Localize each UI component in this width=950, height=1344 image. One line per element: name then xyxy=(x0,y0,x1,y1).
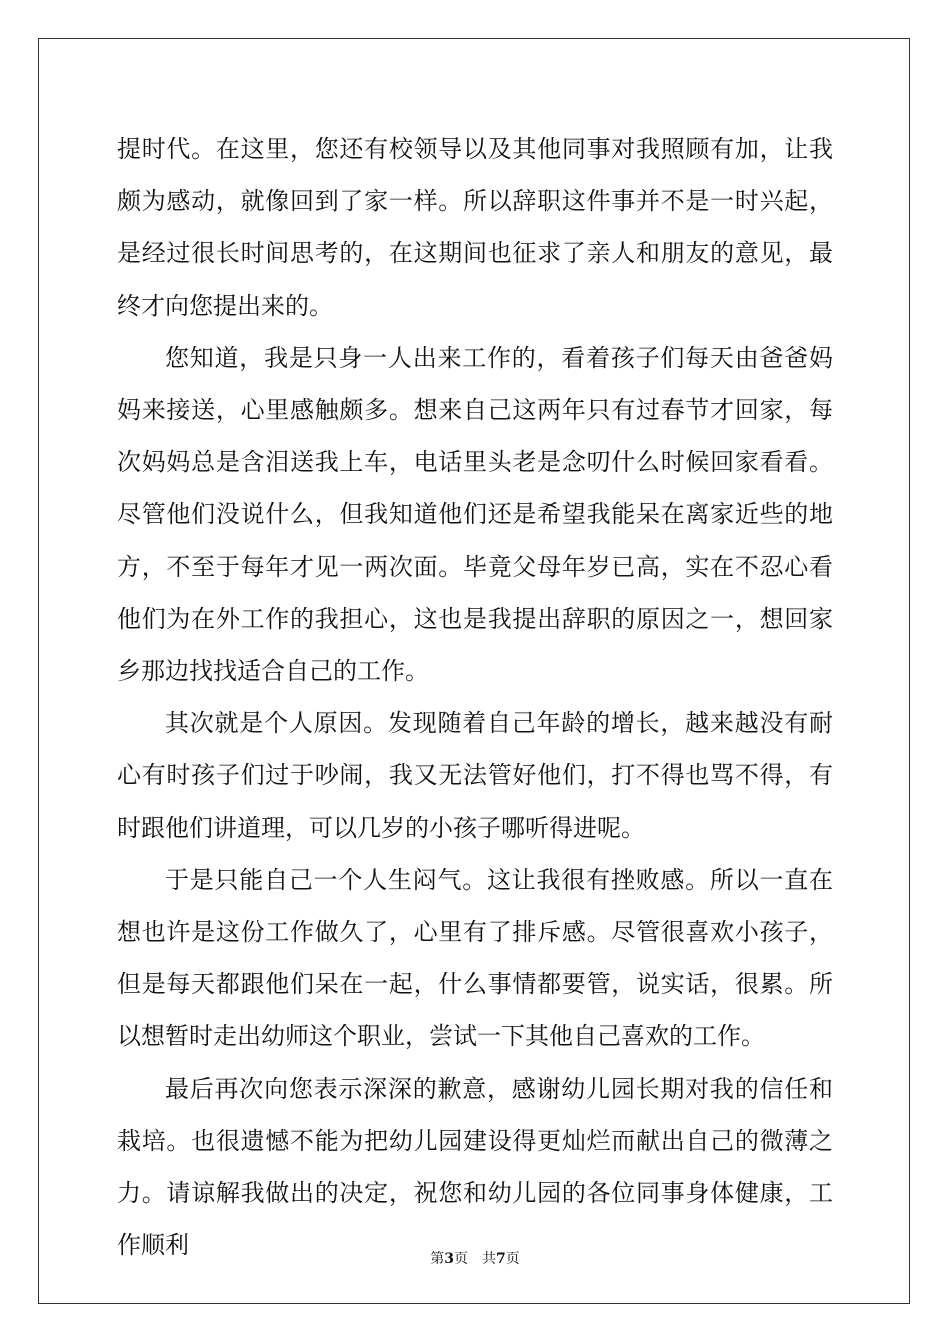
page-number: 第3页 xyxy=(430,1251,468,1267)
paragraph-1: 提时代。在这里，您还有校领导以及其他同事对我照顾有加，让我颇为感动，就像回到了家一样。所以辞职这件事并不是一时兴起，是经过很长时间思考的，在这期间也征求了亲人和朋友的意见，最终才向您提出来的。 xyxy=(117,135,833,320)
paragraph-5: 最后再次向您表示深深的歉意，感谢幼儿园长期对我的信任和栽培。也很遗憾不能为把幼儿园建设得更灿烂而献出自己的微薄之力。请谅解我做出的决定，祝您和幼儿园的各位同事身体健康，工作顺利 xyxy=(117,1074,833,1260)
document-body xyxy=(117,123,833,1271)
page-footer xyxy=(0,1248,950,1268)
paragraph-2: 您知道，我是只身一人出来工作的，看着孩子们每天由爸爸妈妈来接送，心里感触颇多。想来自己这两年只有过春节才回家，每次妈妈总是含泪送我上车，电话里头老是念叨什么时候回家看看。尽管他们没说什么，但我知道他们还是希望我能呆在离家近些的地方，不至于每年才见一两次面。毕竟父母年岁已高，实在不忍心看他们为在外工作的我担心，这也是我提出辞职的原因之一，想回家乡那边找找适合自己的工作。 xyxy=(117,343,833,686)
paragraph-3: 其次就是个人原因。发现随着自己年龄的增长，越来越没有耐心有时孩子们过于吵闹，我又无法管好他们，打不得也骂不得，有时跟他们讲道理，可以几岁的小孩子哪听得进呢。 xyxy=(117,709,833,842)
page-total: 共7页 xyxy=(482,1251,520,1267)
paragraph-4: 于是只能自己一个人生闷气。这让我很有挫败感。所以一直在想也许是这份工作做久了，心里有了排斥感。尽管很喜欢小孩子，但是每天都跟他们呆在一起，什么事情都要管，说实话，很累。所以想暂时走出幼师这个职业，尝试一下其他自己喜欢的工作。 xyxy=(117,865,833,1051)
